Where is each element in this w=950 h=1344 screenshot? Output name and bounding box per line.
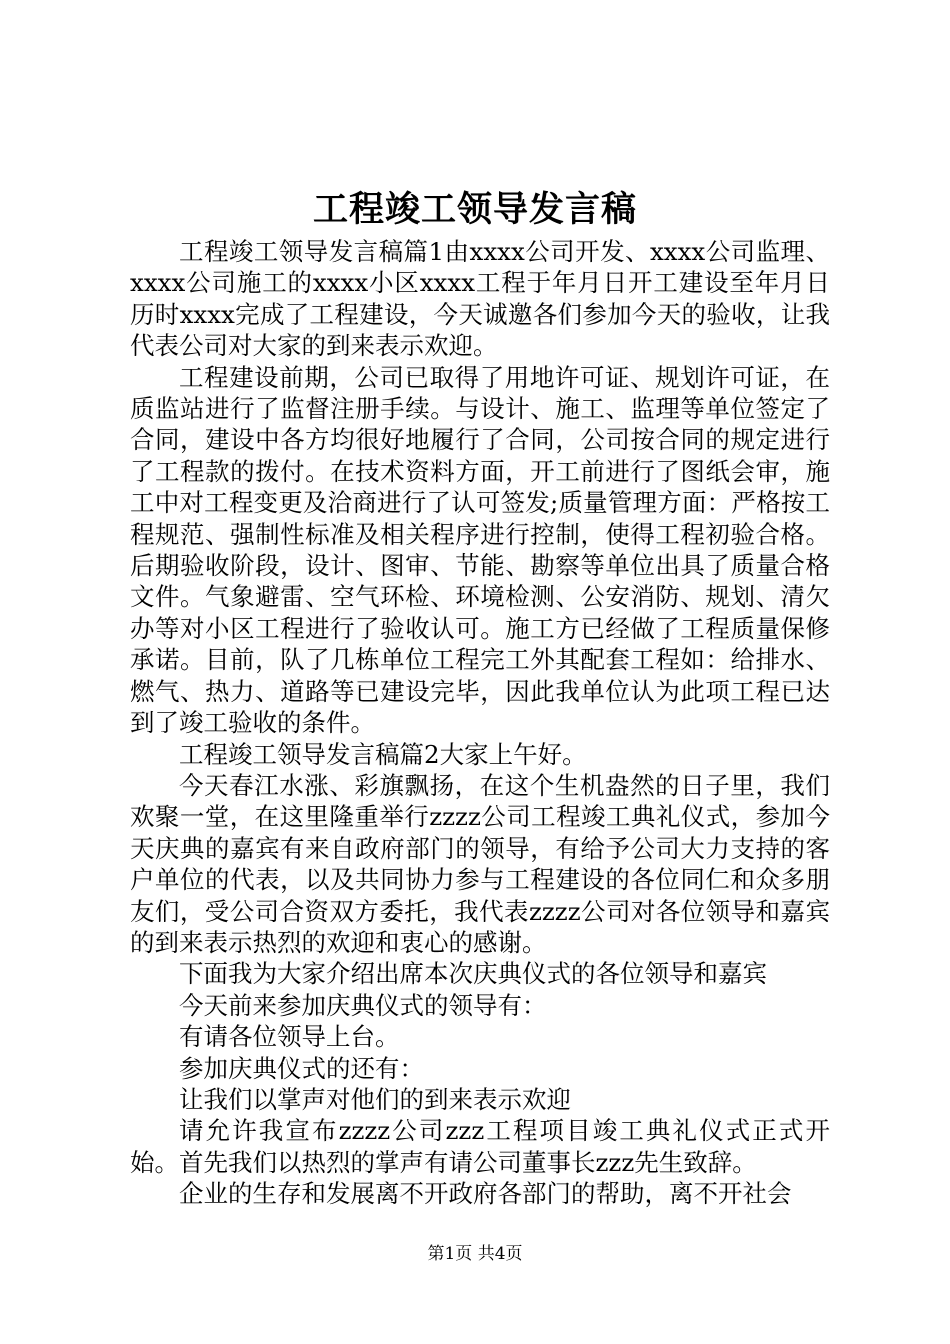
page-footer: 第1页 共4页 — [427, 1244, 523, 1264]
paragraph: 工程建设前期，公司已取得了用地许可证、规划许可证，在质监站进行了监督注册手续。与设计、施工、监理等单位签定了合同，建设中各方均很好地履行了合同，公司按合同的规定进行了工程款的拨付。在技术资料方面，开工前进行了图纸会审，施工中对工程变更及洽商进行了认可签发;质量管理方面：严格按工程规范、强制性标准及相关程序进行控制，使得工程初验合格。后期验收阶段，设计、图审、节能、勘察等单位出具了质量合格文件。气象避雷、空气环检、环境检测、公安消防、规划、清欠办等对小区工程进行了验收认可。施工方已经做了工程质量保修承诺。目前，队了几栋单位工程完工外其配套工程如：给排水、燃气、热力、道路等已建设完毕，因此我单位认为此项工程已达到了竣工验收的条件。 — [130, 362, 830, 738]
paragraph: 请允许我宣布zzzz公司zzz工程项目竣工典礼仪式正式开始。首先我们以热烈的掌声有请公司董事长zzz先生致辞。 — [130, 1116, 830, 1177]
document-title: 工程竣工领导发言稿 — [312, 189, 637, 230]
paragraph: 今天前来参加庆典仪式的领导有： — [179, 990, 547, 1020]
paragraph: 参加庆典仪式的还有： — [179, 1053, 424, 1083]
paragraph: 工程竣工领导发言稿篇2大家上午好。 — [179, 739, 587, 769]
paragraph: 下面我为大家介绍出席本次庆典仪式的各位领导和嘉宾 — [179, 959, 767, 989]
paragraph: 工程竣工领导发言稿篇1由xxxx公司开发、xxxx公司监理、xxxx公司施工的xxxx小区xxxx工程于年月日开工建设至年月日历时xxxx完成了工程建设，今天诚邀各们参加今天的验收，让我代表公司对大家的到来表示欢迎。 — [130, 237, 830, 361]
paragraph: 企业的生存和发展离不开政府各部门的帮助，离不开社会 — [179, 1179, 792, 1209]
paragraph: 有请各位领导上台。 — [179, 1022, 400, 1052]
paragraph: 让我们以掌声对他们的到来表示欢迎 — [179, 1084, 571, 1114]
paragraph: 今天春江水涨、彩旗飘扬，在这个生机盎然的日子里，我们欢聚一堂，在这里隆重举行zzzz公司工程竣工典礼仪式，参加今天庆典的嘉宾有来自政府部门的领导，有给予公司大力支持的客户单位的代表，以及共同协力参与工程建设的各位同仁和众多朋友们，受公司合资双方委托，我代表zzzz公司对各位领导和嘉宾的到来表示热烈的欢迎和衷心的感谢。 — [130, 770, 830, 957]
document-body — [130, 236, 830, 1210]
